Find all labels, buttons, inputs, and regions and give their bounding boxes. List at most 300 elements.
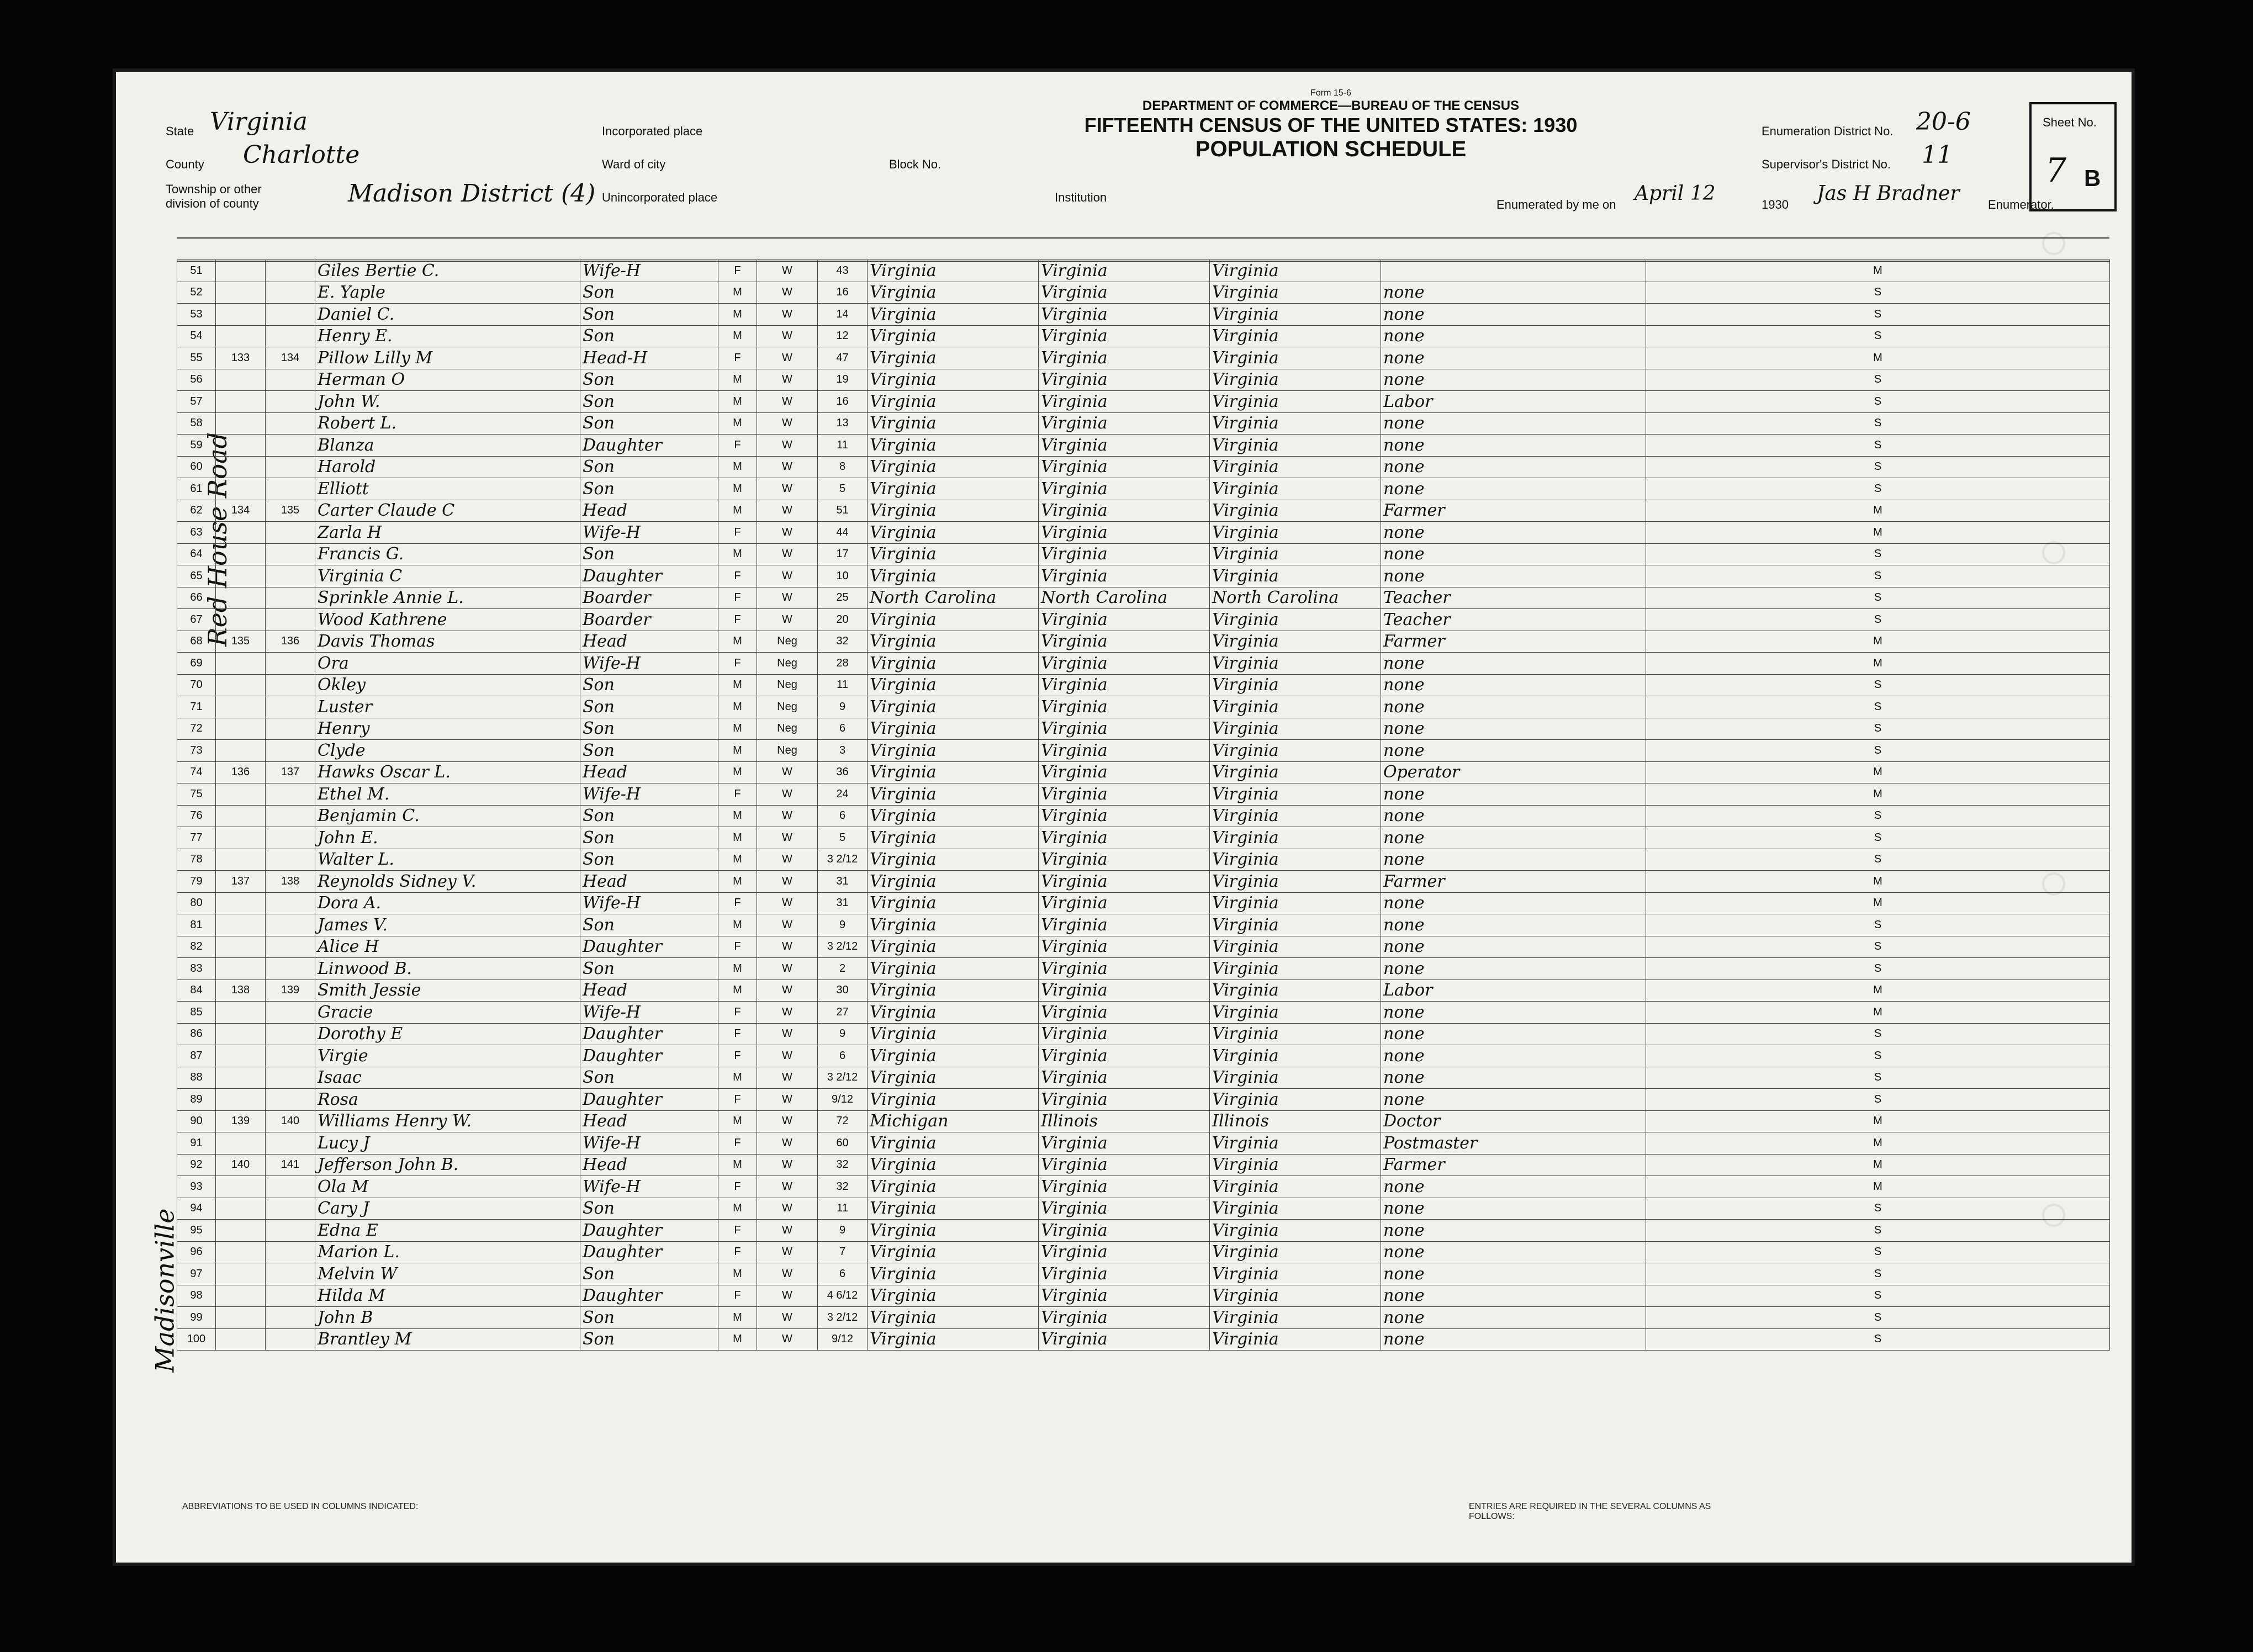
table-row bbox=[177, 1132, 2110, 1155]
cell-fam bbox=[266, 849, 315, 871]
cell-color: W bbox=[757, 282, 818, 304]
cell-father: Virginia bbox=[1039, 1176, 1210, 1198]
cell-mar: M bbox=[1646, 653, 2110, 675]
cell-mar: S bbox=[1646, 391, 2110, 413]
cell-mother: Virginia bbox=[1210, 914, 1381, 936]
cell-name: E. Yaple bbox=[315, 282, 580, 304]
cell-mar: S bbox=[1646, 849, 2110, 871]
cell-fam bbox=[266, 369, 315, 391]
cell-father: Illinois bbox=[1039, 1110, 1210, 1132]
cell-color: W bbox=[757, 478, 818, 500]
cell-dw bbox=[216, 609, 266, 631]
cell-rel: Son bbox=[580, 1263, 718, 1285]
cell-dw bbox=[216, 1285, 266, 1307]
cell-father: Virginia bbox=[1039, 740, 1210, 762]
cell-birth: Virginia bbox=[868, 1067, 1039, 1089]
cell-name: Hawks Oscar L. bbox=[315, 761, 580, 783]
cell-rel: Head bbox=[580, 631, 718, 653]
cell-rel: Son bbox=[580, 914, 718, 936]
cell-sex: M bbox=[718, 412, 757, 435]
cell-occ: Labor bbox=[1381, 979, 1646, 1002]
table-row bbox=[177, 1023, 2110, 1045]
cell-father: Virginia bbox=[1039, 827, 1210, 849]
cell-line: 61 bbox=[177, 478, 216, 500]
cell-dw bbox=[216, 435, 266, 457]
institution-label: Institution bbox=[1055, 190, 1107, 204]
cell-occ: none bbox=[1381, 1002, 1646, 1024]
cell-sex: M bbox=[718, 1154, 757, 1176]
cell-mother: Virginia bbox=[1210, 1002, 1381, 1024]
cell-name: John E. bbox=[315, 827, 580, 849]
cell-color: W bbox=[757, 260, 818, 282]
cell-father: Virginia bbox=[1039, 936, 1210, 958]
table-row bbox=[177, 369, 2110, 391]
cell-mother: Virginia bbox=[1210, 522, 1381, 544]
sheet-number-box bbox=[2029, 102, 2117, 211]
table-row bbox=[177, 391, 2110, 413]
table-row bbox=[177, 631, 2110, 653]
cell-line: 55 bbox=[177, 347, 216, 369]
sheet-label: Sheet No. bbox=[2043, 115, 2097, 129]
cell-birth: Virginia bbox=[868, 435, 1039, 457]
cell-age: 51 bbox=[818, 500, 868, 522]
cell-line: 88 bbox=[177, 1067, 216, 1089]
table-row bbox=[177, 1045, 2110, 1067]
cell-mar: S bbox=[1646, 478, 2110, 500]
table-row bbox=[177, 456, 2110, 478]
cell-fam bbox=[266, 827, 315, 849]
cell-mother: Virginia bbox=[1210, 631, 1381, 653]
cell-birth: Virginia bbox=[868, 979, 1039, 1002]
cell-birth: Virginia bbox=[868, 783, 1039, 806]
cell-father: Virginia bbox=[1039, 849, 1210, 871]
cell-fam: 134 bbox=[266, 347, 315, 369]
cell-father: Virginia bbox=[1039, 631, 1210, 653]
cell-line: 92 bbox=[177, 1154, 216, 1176]
cell-color: W bbox=[757, 1241, 818, 1263]
cell-sex: M bbox=[718, 979, 757, 1002]
cell-line: 79 bbox=[177, 871, 216, 893]
cell-sex: M bbox=[718, 718, 757, 740]
cell-sex: F bbox=[718, 1241, 757, 1263]
cell-father: Virginia bbox=[1039, 260, 1210, 282]
cell-occ bbox=[1381, 260, 1646, 282]
cell-rel: Boarder bbox=[580, 587, 718, 609]
cell-father: Virginia bbox=[1039, 1023, 1210, 1045]
supervisor-label: Supervisor's District No. bbox=[1762, 157, 1891, 171]
cell-line: 66 bbox=[177, 587, 216, 609]
incorporated-label: Incorporated place bbox=[602, 124, 703, 138]
cell-father: Virginia bbox=[1039, 1132, 1210, 1155]
cell-mar: S bbox=[1646, 1328, 2110, 1351]
cell-color: W bbox=[757, 565, 818, 587]
cell-birth: Virginia bbox=[868, 1176, 1039, 1198]
cell-sex: M bbox=[718, 1328, 757, 1351]
table-row bbox=[177, 347, 2110, 369]
cell-father: Virginia bbox=[1039, 435, 1210, 457]
enum-district-value: 20-6 bbox=[1916, 108, 1971, 136]
cell-age: 31 bbox=[818, 892, 868, 914]
cell-father: Virginia bbox=[1039, 653, 1210, 675]
cell-mother: Virginia bbox=[1210, 1285, 1381, 1307]
cell-rel: Daughter bbox=[580, 936, 718, 958]
cell-birth: Virginia bbox=[868, 1002, 1039, 1024]
cell-line: 82 bbox=[177, 936, 216, 958]
cell-dw: 137 bbox=[216, 871, 266, 893]
cell-sex: M bbox=[718, 871, 757, 893]
cell-line: 62 bbox=[177, 500, 216, 522]
cell-line: 51 bbox=[177, 260, 216, 282]
cell-line: 57 bbox=[177, 391, 216, 413]
cell-mar: S bbox=[1646, 1307, 2110, 1329]
cell-mother: Virginia bbox=[1210, 718, 1381, 740]
cell-dw bbox=[216, 1023, 266, 1045]
cell-fam bbox=[266, 304, 315, 326]
cell-mother: Virginia bbox=[1210, 304, 1381, 326]
cell-father: Virginia bbox=[1039, 347, 1210, 369]
cell-color: W bbox=[757, 1285, 818, 1307]
cell-age: 3 2/12 bbox=[818, 1067, 868, 1089]
cell-fam bbox=[266, 565, 315, 587]
cell-mar: S bbox=[1646, 1198, 2110, 1220]
cell-dw bbox=[216, 696, 266, 718]
cell-age: 9 bbox=[818, 1023, 868, 1045]
cell-mother: Virginia bbox=[1210, 979, 1381, 1002]
cell-mother: Virginia bbox=[1210, 347, 1381, 369]
cell-occ: Farmer bbox=[1381, 631, 1646, 653]
cell-father: Virginia bbox=[1039, 1089, 1210, 1111]
cell-dw bbox=[216, 456, 266, 478]
cell-name: Zarla H bbox=[315, 522, 580, 544]
cell-color: W bbox=[757, 761, 818, 783]
state-value: Virginia bbox=[210, 108, 308, 136]
table-row bbox=[177, 740, 2110, 762]
cell-birth: Virginia bbox=[868, 653, 1039, 675]
cell-birth: Virginia bbox=[868, 565, 1039, 587]
cell-father: Virginia bbox=[1039, 805, 1210, 827]
cell-occ: Postmaster bbox=[1381, 1132, 1646, 1155]
unincorporated-label: Unincorporated place bbox=[602, 190, 718, 204]
cell-name: Brantley M bbox=[315, 1328, 580, 1351]
cell-mother: Virginia bbox=[1210, 674, 1381, 696]
cell-birth: Virginia bbox=[868, 391, 1039, 413]
cell-dw bbox=[216, 740, 266, 762]
cell-rel: Daughter bbox=[580, 1089, 718, 1111]
cell-occ: none bbox=[1381, 936, 1646, 958]
cell-mother: Virginia bbox=[1210, 391, 1381, 413]
cell-birth: Virginia bbox=[868, 1132, 1039, 1155]
cell-occ: none bbox=[1381, 325, 1646, 347]
cell-color: W bbox=[757, 1002, 818, 1024]
cell-occ: none bbox=[1381, 718, 1646, 740]
cell-rel: Son bbox=[580, 674, 718, 696]
cell-sex: M bbox=[718, 1110, 757, 1132]
cell-rel: Son bbox=[580, 478, 718, 500]
cell-line: 95 bbox=[177, 1220, 216, 1242]
cell-dw: 135 bbox=[216, 631, 266, 653]
cell-sex: F bbox=[718, 653, 757, 675]
cell-fam bbox=[266, 587, 315, 609]
cell-father: Virginia bbox=[1039, 1198, 1210, 1220]
cell-rel: Son bbox=[580, 543, 718, 565]
cell-age: 9 bbox=[818, 914, 868, 936]
cell-sex: M bbox=[718, 543, 757, 565]
cell-fam bbox=[266, 1089, 315, 1111]
cell-mother: Virginia bbox=[1210, 282, 1381, 304]
cell-sex: M bbox=[718, 740, 757, 762]
cell-line: 87 bbox=[177, 1045, 216, 1067]
cell-father: Virginia bbox=[1039, 1285, 1210, 1307]
cell-fam bbox=[266, 1307, 315, 1329]
cell-age: 27 bbox=[818, 1002, 868, 1024]
cell-sex: F bbox=[718, 783, 757, 806]
cell-age: 72 bbox=[818, 1110, 868, 1132]
cell-mar: S bbox=[1646, 740, 2110, 762]
table-row bbox=[177, 435, 2110, 457]
cell-fam bbox=[266, 435, 315, 457]
cell-dw bbox=[216, 565, 266, 587]
cell-fam bbox=[266, 522, 315, 544]
cell-sex: M bbox=[718, 958, 757, 980]
enumerator-label: Enumerator. bbox=[1988, 198, 2054, 211]
cell-line: 65 bbox=[177, 565, 216, 587]
cell-father: Virginia bbox=[1039, 369, 1210, 391]
cell-father: Virginia bbox=[1039, 500, 1210, 522]
cell-occ: Teacher bbox=[1381, 609, 1646, 631]
cell-occ: none bbox=[1381, 543, 1646, 565]
cell-mar: S bbox=[1646, 435, 2110, 457]
cell-sex: M bbox=[718, 478, 757, 500]
cell-fam bbox=[266, 936, 315, 958]
cell-birth: Virginia bbox=[868, 631, 1039, 653]
cell-mar: S bbox=[1646, 958, 2110, 980]
cell-occ: none bbox=[1381, 1220, 1646, 1242]
cell-sex: F bbox=[718, 565, 757, 587]
cell-occ: none bbox=[1381, 304, 1646, 326]
cell-color: W bbox=[757, 871, 818, 893]
cell-age: 6 bbox=[818, 1263, 868, 1285]
cell-color: W bbox=[757, 1154, 818, 1176]
cell-fam bbox=[266, 412, 315, 435]
cell-mother: Virginia bbox=[1210, 871, 1381, 893]
cell-mar: S bbox=[1646, 1067, 2110, 1089]
cell-mar: S bbox=[1646, 1241, 2110, 1263]
cell-age: 31 bbox=[818, 871, 868, 893]
cell-birth: Virginia bbox=[868, 478, 1039, 500]
cell-age: 5 bbox=[818, 478, 868, 500]
cell-color: Neg bbox=[757, 674, 818, 696]
cell-line: 81 bbox=[177, 914, 216, 936]
cell-occ: none bbox=[1381, 1307, 1646, 1329]
cell-mar: M bbox=[1646, 1132, 2110, 1155]
cell-birth: Virginia bbox=[868, 500, 1039, 522]
cell-name: John W. bbox=[315, 391, 580, 413]
table-row bbox=[177, 1067, 2110, 1089]
cell-mar: S bbox=[1646, 412, 2110, 435]
cell-mother: Virginia bbox=[1210, 696, 1381, 718]
table-row bbox=[177, 1089, 2110, 1111]
cell-occ: none bbox=[1381, 1067, 1646, 1089]
cell-mar: M bbox=[1646, 979, 2110, 1002]
table-row bbox=[177, 1241, 2110, 1263]
cell-occ: none bbox=[1381, 478, 1646, 500]
cell-mar: M bbox=[1646, 631, 2110, 653]
cell-mother: Virginia bbox=[1210, 369, 1381, 391]
cell-fam bbox=[266, 805, 315, 827]
cell-father: Virginia bbox=[1039, 456, 1210, 478]
cell-birth: Virginia bbox=[868, 936, 1039, 958]
cell-line: 76 bbox=[177, 805, 216, 827]
cell-name: Ora bbox=[315, 653, 580, 675]
cell-fam bbox=[266, 740, 315, 762]
cell-rel: Son bbox=[580, 304, 718, 326]
cell-father: Virginia bbox=[1039, 761, 1210, 783]
cell-dw bbox=[216, 304, 266, 326]
cell-dw bbox=[216, 1263, 266, 1285]
cell-birth: Virginia bbox=[868, 1023, 1039, 1045]
cell-name: James V. bbox=[315, 914, 580, 936]
cell-sex: M bbox=[718, 325, 757, 347]
cell-color: W bbox=[757, 347, 818, 369]
cell-rel: Son bbox=[580, 1198, 718, 1220]
cell-name: Wood Kathrene bbox=[315, 609, 580, 631]
cell-age: 24 bbox=[818, 783, 868, 806]
table-row bbox=[177, 1198, 2110, 1220]
cell-name: Walter L. bbox=[315, 849, 580, 871]
cell-dw bbox=[216, 1132, 266, 1155]
cell-dw bbox=[216, 325, 266, 347]
cell-mar: S bbox=[1646, 369, 2110, 391]
cell-dw: 133 bbox=[216, 347, 266, 369]
cell-line: 98 bbox=[177, 1285, 216, 1307]
cell-father: Virginia bbox=[1039, 609, 1210, 631]
cell-fam bbox=[266, 653, 315, 675]
cell-color: W bbox=[757, 827, 818, 849]
cell-mother: Virginia bbox=[1210, 1198, 1381, 1220]
cell-dw bbox=[216, 1067, 266, 1089]
cell-mother: Virginia bbox=[1210, 412, 1381, 435]
cell-age: 3 2/12 bbox=[818, 849, 868, 871]
cell-line: 63 bbox=[177, 522, 216, 544]
table-row bbox=[177, 979, 2110, 1002]
cell-sex: M bbox=[718, 282, 757, 304]
cell-age: 5 bbox=[818, 827, 868, 849]
cell-age: 28 bbox=[818, 653, 868, 675]
cell-sex: M bbox=[718, 369, 757, 391]
cell-sex: M bbox=[718, 391, 757, 413]
table-row bbox=[177, 1110, 2110, 1132]
cell-fam: 136 bbox=[266, 631, 315, 653]
cell-sex: M bbox=[718, 1263, 757, 1285]
cell-sex: M bbox=[718, 1198, 757, 1220]
cell-birth: Virginia bbox=[868, 543, 1039, 565]
cell-father: Virginia bbox=[1039, 871, 1210, 893]
entries-title: ENTRIES ARE REQUIRED IN THE SEVERAL COLUMNS AS FOLLOWS: bbox=[1469, 1502, 1711, 1521]
table-row bbox=[177, 412, 2110, 435]
cell-birth: Virginia bbox=[868, 892, 1039, 914]
cell-name: Sprinkle Annie L. bbox=[315, 587, 580, 609]
cell-occ: none bbox=[1381, 282, 1646, 304]
cell-line: 96 bbox=[177, 1241, 216, 1263]
cell-mar: S bbox=[1646, 1023, 2110, 1045]
cell-name: Dora A. bbox=[315, 892, 580, 914]
cell-mother: Virginia bbox=[1210, 740, 1381, 762]
cell-sex: F bbox=[718, 1089, 757, 1111]
margin-note-road: Red House Road bbox=[203, 432, 233, 647]
cell-fam bbox=[266, 478, 315, 500]
cell-age: 7 bbox=[818, 1241, 868, 1263]
cell-line: 69 bbox=[177, 653, 216, 675]
cell-occ: none bbox=[1381, 1176, 1646, 1198]
cell-dw bbox=[216, 892, 266, 914]
cell-line: 60 bbox=[177, 456, 216, 478]
cell-father: Virginia bbox=[1039, 1241, 1210, 1263]
cell-mar: M bbox=[1646, 260, 2110, 282]
cell-fam bbox=[266, 456, 315, 478]
cell-mother: Virginia bbox=[1210, 1045, 1381, 1067]
cell-mother: Virginia bbox=[1210, 1023, 1381, 1045]
cell-dw bbox=[216, 1176, 266, 1198]
cell-mar: S bbox=[1646, 914, 2110, 936]
cell-rel: Daughter bbox=[580, 1285, 718, 1307]
cell-mar: M bbox=[1646, 1176, 2110, 1198]
column-header-band bbox=[177, 237, 2109, 262]
cell-dw bbox=[216, 478, 266, 500]
cell-sex: F bbox=[718, 347, 757, 369]
cell-birth: Virginia bbox=[868, 1328, 1039, 1351]
cell-mar: M bbox=[1646, 522, 2110, 544]
cell-line: 97 bbox=[177, 1263, 216, 1285]
cell-mother: Virginia bbox=[1210, 827, 1381, 849]
cell-mother: Virginia bbox=[1210, 892, 1381, 914]
cell-line: 58 bbox=[177, 412, 216, 435]
cell-sex: F bbox=[718, 936, 757, 958]
cell-rel: Head bbox=[580, 1110, 718, 1132]
cell-mar: S bbox=[1646, 325, 2110, 347]
cell-fam bbox=[266, 914, 315, 936]
table-row bbox=[177, 1002, 2110, 1024]
cell-mother: Virginia bbox=[1210, 260, 1381, 282]
table-row bbox=[177, 478, 2110, 500]
cell-sex: M bbox=[718, 674, 757, 696]
cell-color: W bbox=[757, 587, 818, 609]
cell-sex: M bbox=[718, 696, 757, 718]
cell-occ: none bbox=[1381, 1263, 1646, 1285]
cell-mar: S bbox=[1646, 1285, 2110, 1307]
cell-age: 32 bbox=[818, 631, 868, 653]
table-row bbox=[177, 1328, 2110, 1351]
cell-father: North Carolina bbox=[1039, 587, 1210, 609]
cell-mar: S bbox=[1646, 718, 2110, 740]
cell-name: Reynolds Sidney V. bbox=[315, 871, 580, 893]
cell-rel: Head bbox=[580, 1154, 718, 1176]
cell-dw bbox=[216, 1198, 266, 1220]
township-value: Madison District (4) bbox=[348, 179, 596, 208]
cell-mother: Virginia bbox=[1210, 478, 1381, 500]
cell-mar: M bbox=[1646, 783, 2110, 806]
cell-rel: Son bbox=[580, 1307, 718, 1329]
cell-name: Virginia C bbox=[315, 565, 580, 587]
table-row bbox=[177, 1307, 2110, 1329]
cell-fam bbox=[266, 1045, 315, 1067]
cell-rel: Daughter bbox=[580, 1023, 718, 1045]
cell-mar: S bbox=[1646, 565, 2110, 587]
cell-occ: none bbox=[1381, 827, 1646, 849]
table-row bbox=[177, 827, 2110, 849]
cell-fam bbox=[266, 718, 315, 740]
cell-color: W bbox=[757, 543, 818, 565]
cell-fam bbox=[266, 260, 315, 282]
